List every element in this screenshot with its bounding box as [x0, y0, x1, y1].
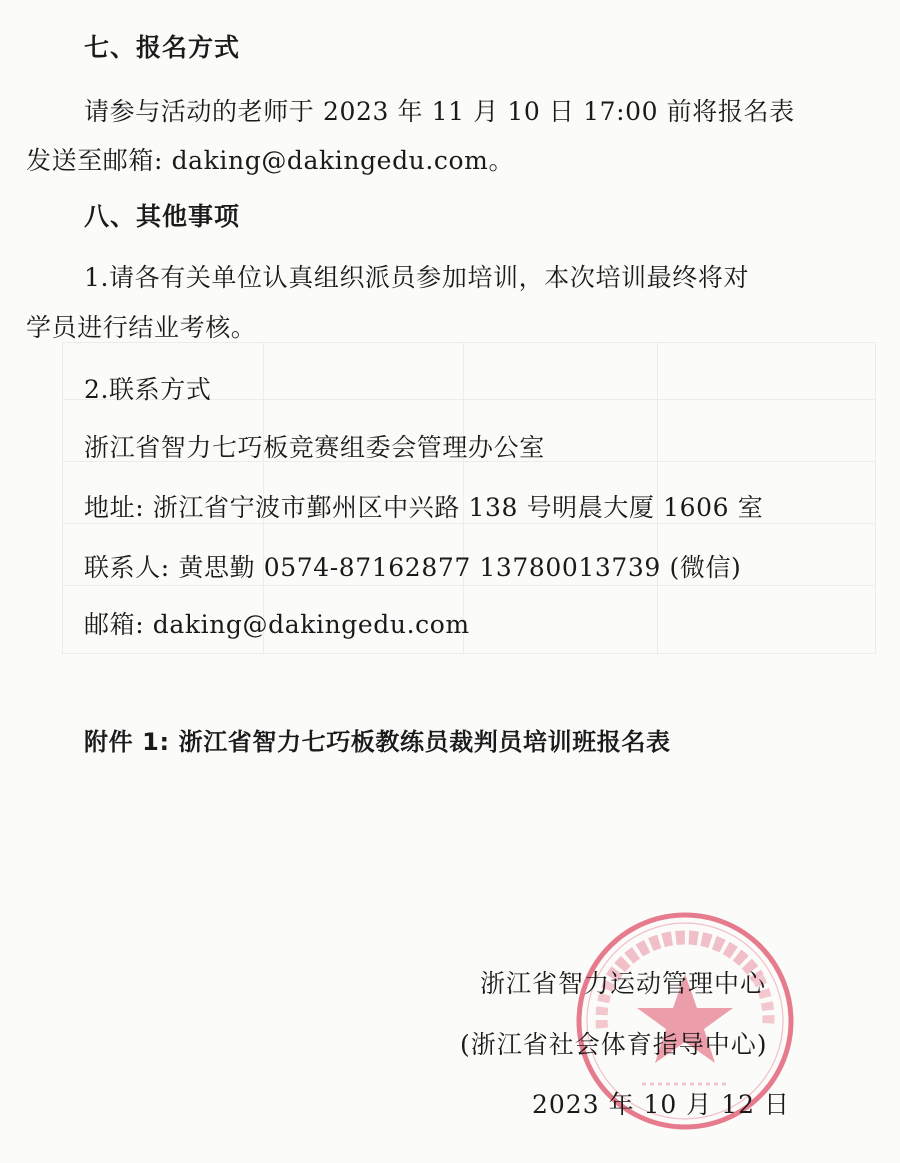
contact-office: 浙江省智力七巧板竞赛组委会管理办公室 [84, 433, 545, 462]
section8-item2-title: 2.联系方式 [84, 375, 212, 404]
section8-item1-line1: 1.请各有关单位认真组织派员参加培训，本次培训最终将对 [84, 263, 750, 292]
bleed-row [63, 585, 875, 586]
contact-address: 地址: 浙江省宁波市鄞州区中兴路 138 号明晨大厦 1606 室 [84, 493, 764, 522]
attachment-title: 附件 1: 浙江省智力七巧板教练员裁判员培训班报名表 [84, 728, 671, 756]
signature-org: 浙江省智力运动管理中心 [480, 969, 767, 998]
section7-paragraph-line2: 发送至邮箱: daking@dakingedu.com。 [26, 146, 515, 175]
section7-heading: 七、报名方式 [84, 33, 241, 62]
contact-email: 邮箱: daking@dakingedu.com [84, 610, 470, 639]
signature-org-alt: (浙江省社会体育指导中心) [460, 1030, 768, 1059]
section8-item1-line2: 学员进行结业考核。 [26, 313, 257, 342]
section8-heading: 八、其他事项 [84, 202, 241, 231]
signature-date: 2023 年 10 月 12 日 [532, 1090, 790, 1119]
section7-paragraph-line1: 请参与活动的老师于 2023 年 11 月 10 日 17:00 前将报名表 [84, 97, 795, 126]
contact-person: 联系人: 黄思勤 0574-87162877 13780013739 (微信) [84, 553, 742, 582]
